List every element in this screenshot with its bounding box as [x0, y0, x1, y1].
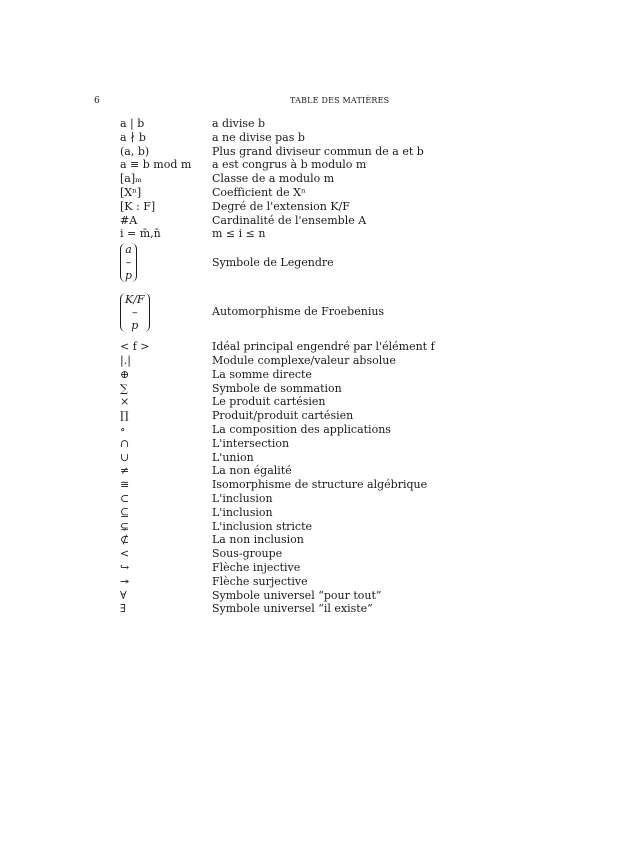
notation-row [120, 354, 435, 368]
notation-row [120, 423, 435, 437]
notation-description: a ne divise pas b [212, 130, 305, 144]
notation-symbol: ∩ [120, 436, 130, 450]
legendre-bottom: p [125, 269, 133, 283]
notation-row [120, 200, 435, 214]
notation-description: Cardinalité de l'ensemble A [212, 213, 367, 227]
notation-description: Degré de l'extension K/F [212, 199, 350, 213]
notation-row [120, 547, 435, 561]
notation-description: Automorphisme de Froebenius [212, 305, 385, 319]
notation-description: Plus grand diviseur commun de a et b [212, 144, 424, 158]
notation-row [120, 589, 435, 603]
notation-row [120, 117, 435, 131]
notation-row [120, 241, 435, 284]
notation-symbol [120, 243, 212, 282]
notation-row [120, 437, 435, 451]
notation-row [120, 172, 435, 186]
notation-row [120, 214, 435, 228]
notation-description: Le produit cartésien [212, 395, 326, 409]
notation-symbol: ⊕ [120, 367, 130, 381]
notation-row [120, 395, 435, 409]
notation-description: L'inclusion [212, 505, 273, 519]
legendre-top: a [125, 243, 132, 257]
notation-symbol: ⊊ [120, 519, 130, 533]
notation-symbol: < [120, 547, 130, 561]
notation-symbol: [K : F] [120, 199, 156, 213]
notation-description: L'inclusion [212, 491, 273, 505]
notation-table [120, 117, 435, 616]
notation-symbol: a | b [120, 117, 145, 130]
notation-row [120, 506, 435, 520]
notation-description: Isomorphisme de structure algébrique [212, 478, 428, 492]
notation-symbol: [Xⁿ] [120, 185, 142, 199]
legendre-bar: – [125, 256, 132, 270]
notation-description: L'intersection [212, 436, 290, 450]
notation-description: La non égalité [212, 464, 292, 478]
notation-symbol: ⊆ [120, 505, 130, 519]
notation-symbol: × [120, 395, 130, 409]
notation-description: L'union [212, 450, 254, 464]
notation-description: Produit/produit cartésien [212, 409, 354, 423]
notation-symbol: < f > [120, 340, 150, 354]
notation-row [120, 602, 435, 616]
notation-row [120, 158, 435, 172]
notation-symbol: ∪ [120, 450, 130, 464]
notation-symbol: ≠ [120, 464, 130, 478]
notation-symbol: a ∤ b [120, 130, 146, 144]
notation-row [120, 368, 435, 382]
notation-symbol: ∀ [120, 588, 127, 602]
notation-row [120, 340, 435, 354]
notation-symbol: ⊂ [120, 491, 130, 505]
notation-symbol: [a]ₘ [120, 172, 142, 186]
legendre-symbol [120, 243, 137, 282]
notation-symbol [120, 293, 212, 332]
notation-description: Symbole de sommation [212, 381, 342, 395]
notation-row [120, 520, 435, 534]
notation-symbol: |.| [120, 353, 131, 367]
notation-description: a est congrus à b modulo m [212, 158, 367, 172]
notation-description: Idéal principal engendré par l'élément f [212, 340, 435, 354]
notation-row [120, 409, 435, 423]
notation-description: Flèche injective [212, 560, 301, 574]
frobenius-top: K/F [125, 292, 145, 306]
notation-symbol: (a, b) [120, 144, 150, 158]
notation-symbol: #A [120, 213, 138, 227]
notation-description: Sous-groupe [212, 547, 283, 561]
notation-description: L'inclusion stricte [212, 519, 312, 533]
notation-symbol: a ≡ b mod m [120, 158, 192, 172]
notation-symbol: ⊄ [120, 533, 130, 547]
notation-symbol: ∘ [120, 422, 126, 436]
notation-description: a divise b [212, 117, 266, 130]
frobenius-bar: – [132, 305, 138, 319]
notation-description: Symbole universel “pour tout” [212, 588, 382, 602]
notation-row [120, 145, 435, 159]
notation-row [120, 284, 435, 340]
notation-symbol: ↪ [120, 560, 130, 574]
notation-row [120, 186, 435, 200]
notation-symbol: ∃ [120, 602, 126, 616]
notation-description: La composition des applications [212, 422, 391, 436]
frobenius-symbol [120, 293, 150, 332]
notation-row [120, 575, 435, 589]
notation-symbol: ≅ [120, 478, 130, 492]
notation-description: La non inclusion [212, 533, 304, 547]
notation-description: Flèche surjective [212, 574, 308, 588]
notation-row [120, 382, 435, 396]
running-head: TABLE DES MATIÈRES [290, 96, 390, 105]
notation-description: Symbole de Legendre [212, 255, 334, 269]
notation-row [120, 227, 435, 241]
page-number: 6 [94, 96, 100, 106]
notation-description: Symbole universel “il existe” [212, 602, 373, 616]
notation-description: Coefficient de Xⁿ [212, 185, 306, 199]
notation-symbol: ↠ [120, 574, 130, 588]
notation-symbol: ∏ [120, 409, 129, 423]
notation-row [120, 464, 435, 478]
notation-row [120, 561, 435, 575]
notation-row [120, 131, 435, 145]
notation-description: Classe de a modulo m [212, 172, 335, 186]
notation-symbol: ∑ [120, 381, 128, 395]
notation-description: La somme directe [212, 367, 312, 381]
notation-description: m ≤ i ≤ n [212, 227, 266, 241]
notation-row [120, 533, 435, 547]
notation-symbol: i = m̄,n̄ [120, 227, 161, 241]
notation-description: Module complexe/valeur absolue [212, 353, 396, 367]
notation-row [120, 492, 435, 506]
frobenius-bottom: p [131, 318, 139, 332]
notation-row [120, 451, 435, 465]
notation-row [120, 478, 435, 492]
